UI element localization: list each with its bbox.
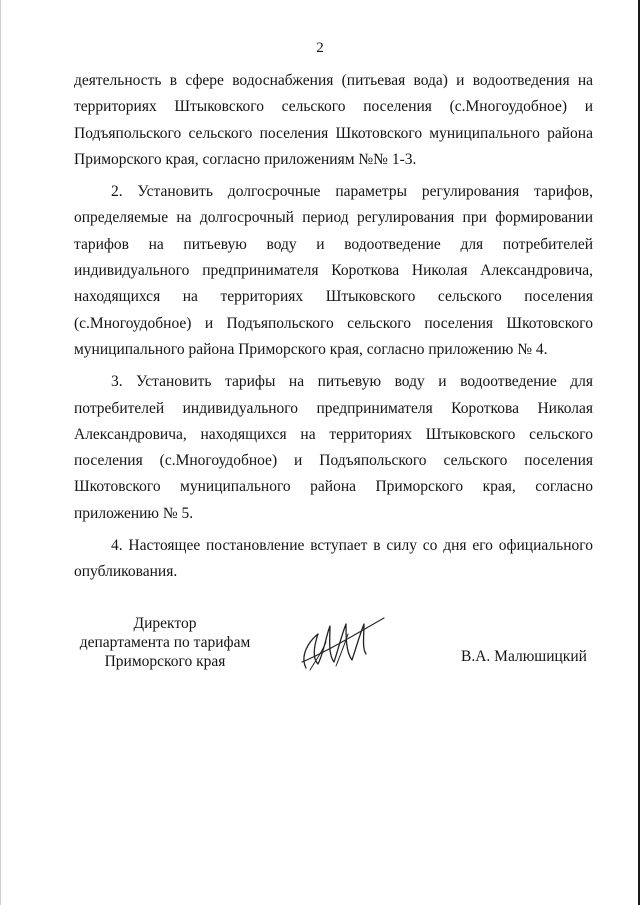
paragraph-item-2: 2. Установить долгосрочные параметры регулирования тарифов, определяемые на долгосрочный период регулирования при формировании тарифов на питьевую воду и водоотведение для потребителей индивидуального предпринимателя Короткова Николая Александровича, находящихся на территориях Штыковского сельского поселения (с.Многоудобное) и Подъяпольского сельского поселения Шкотовского муниципального района Приморского края, согласно приложению № 4. bbox=[74, 183, 593, 358]
signatory-title bbox=[70, 614, 260, 671]
signatory-title-line: Директор bbox=[133, 615, 197, 632]
scan-left-edge bbox=[0, 0, 1, 905]
signatory-title-line: департамента по тарифам bbox=[79, 634, 251, 651]
paragraph-item-3: 3. Установить тарифы на питьевую воду и водоотведение для потребителей индивидуального предпринимателя Короткова Николая Александровича, находящихся на территориях Штыковского сельского поселения (с.Многоудобное) и Подъяпольского сельского поселения Шкотовского муниципального района Приморского края, согласно приложению № 5. bbox=[74, 373, 593, 522]
paragraph-item-4: 4. Настоящее постановление вступает в силу со дня его официального опубликования. bbox=[74, 537, 593, 581]
signatory-title-line: Приморского края bbox=[104, 653, 226, 670]
document-body bbox=[74, 68, 593, 592]
handwritten-signature bbox=[296, 612, 386, 676]
signatory-name: В.А. Малюшицкий bbox=[461, 648, 587, 665]
page-number: 2 bbox=[316, 40, 324, 56]
paragraph-continuation: деятельность в сфере водоснабжения (питьевая вода) и водоотведения на территориях Штыковского сельского поселения (с.Многоудобное) и Подъяпольского сельского поселения Шкотовского муниципального района Приморского края, согласно приложениям №№ 1-3. bbox=[74, 72, 593, 168]
